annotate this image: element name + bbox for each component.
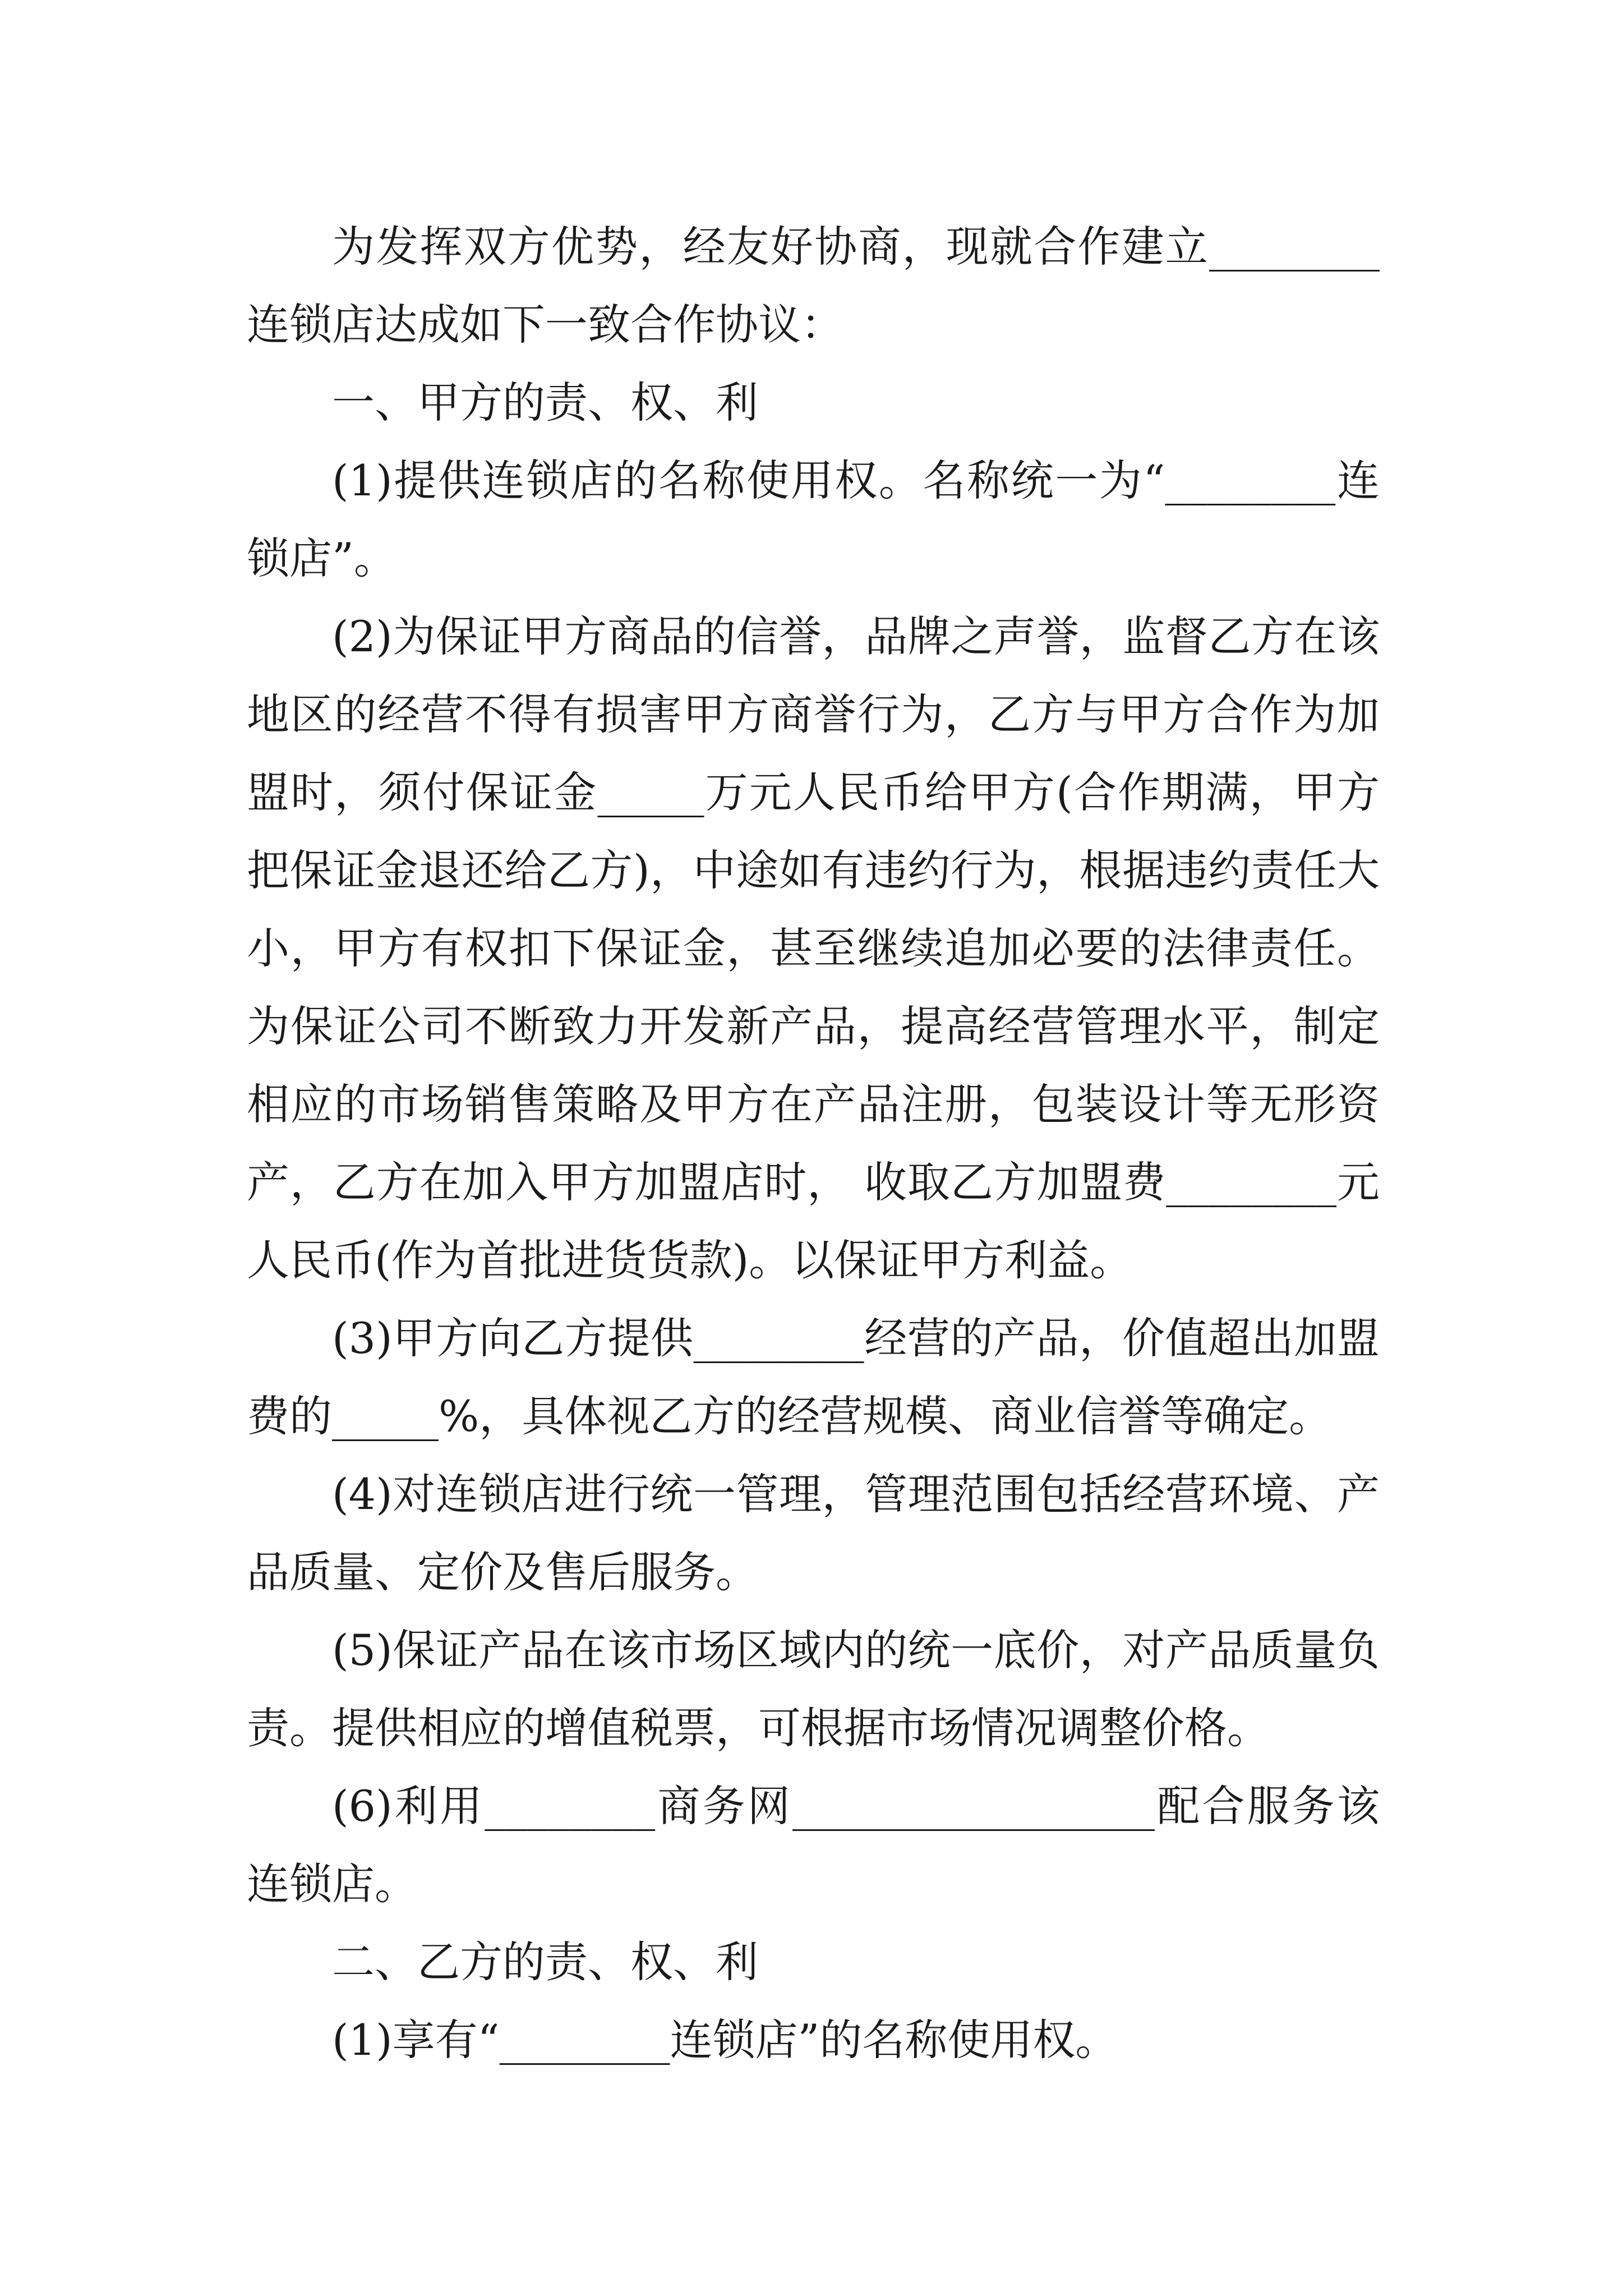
clause-a-3: (3)甲方向乙方提供________经营的产品，价值超出加盟费的_____%，具体视乙方的经营规模、商业信誉等确定。 [247, 1313, 1380, 1441]
document-body [247, 208, 1380, 2079]
clause-a-1: (1)提供连锁店的名称使用权。名称统一为“________连锁店”。 [247, 455, 1380, 583]
heading-party-b: 二、乙方的责、权、利 [332, 1937, 758, 1987]
heading-party-a: 一、甲方的责、权、利 [332, 378, 758, 427]
clause-a-5: (5)保证产品在该市场区域内的统一底价，对产品质量负责。提供相应的增值税票，可根据市场情况调整价格。 [247, 1625, 1380, 1753]
clause-a-6: (6)利用________商务网_________________配合服务该连锁店。 [247, 1781, 1380, 1909]
paragraph-intro: 为发挥双方优势，经友好协商，现就合作建立________连锁店达成如下一致合作协议： [247, 222, 1380, 349]
clause-a-2: (2)为保证甲方商品的信誉，品牌之声誉，监督乙方在该地区的经营不得有损害甲方商誉行为，乙方与甲方合作为加盟时，须付保证金_____万元人民币给甲方(合作期满，甲方把保证金退还给乙方)，中途如有违约行为，根据违约责任大小，甲方有权扣下保证金，甚至继续追加必要的法律责任。为保证公司不断致力开发新产品，提高经营管理水平，制定相应的市场销售策略及甲方在产品注册，包装设计等无形资产，乙方在加入甲方加盟店时， 收取乙方加盟费________元人民币(作为首批进货货款)。以保证甲方利益。 [247, 611, 1380, 1285]
clause-a-4: (4)对连锁店进行统一管理，管理范围包括经营环境、产品质量、定价及售后服务。 [247, 1469, 1380, 1597]
clause-b-1: (1)享有“________连锁店”的名称使用权。 [332, 2015, 1118, 2065]
